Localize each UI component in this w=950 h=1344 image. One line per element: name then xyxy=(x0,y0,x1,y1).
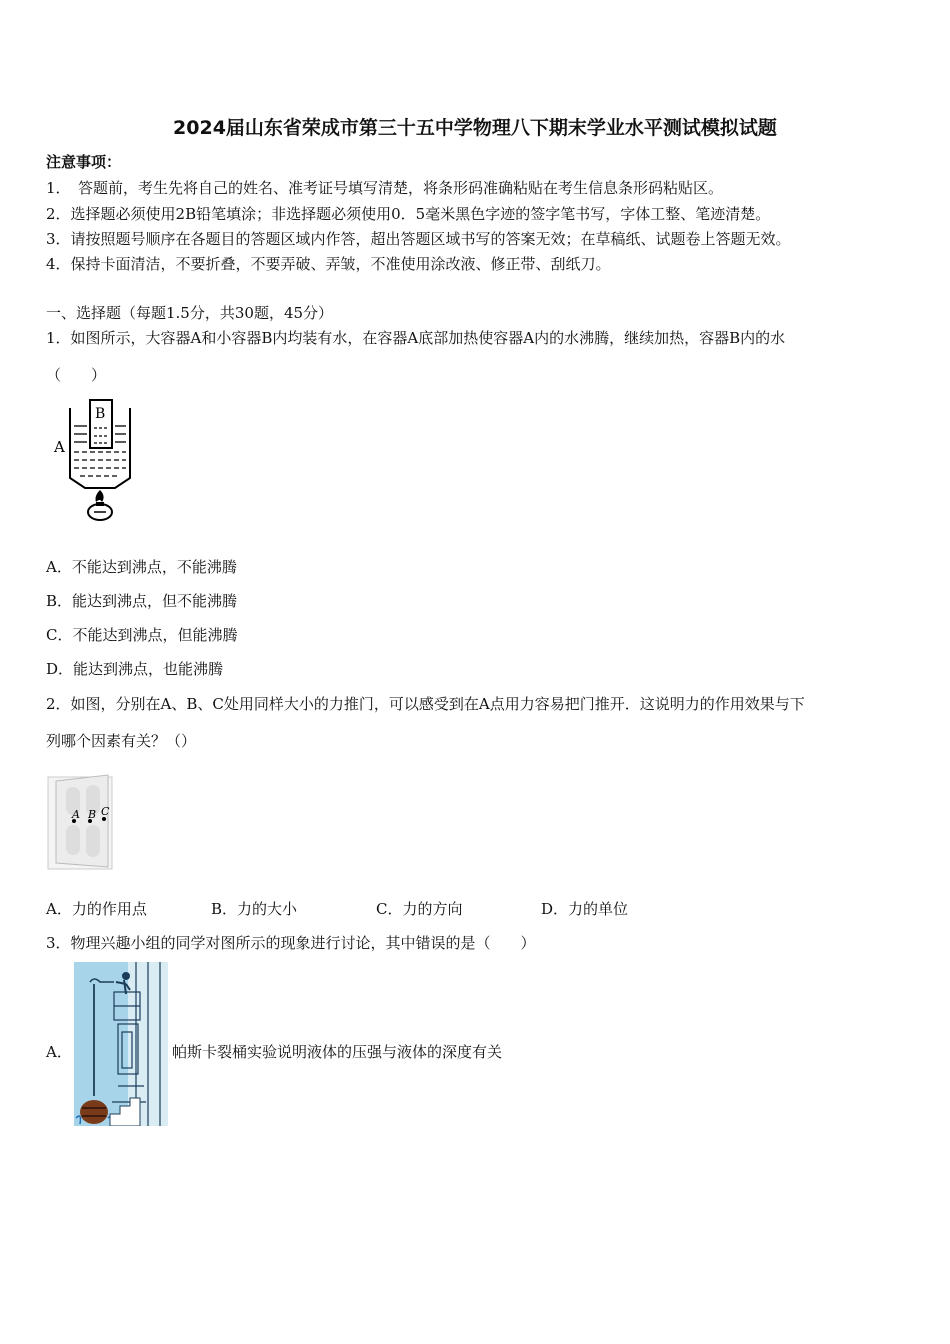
question-2-stem: 2．如图，分别在A、B、C处用同样大小的力推门，可以感受到在A点用力容易把门推开．这说明力的作用效果与下 xyxy=(46,695,805,713)
notice-heading: 注意事项： xyxy=(46,153,122,171)
q1-option-c[interactable]: C．不能达到沸点，但能沸腾 xyxy=(46,626,238,644)
q2-option-b[interactable]: B．力的大小 xyxy=(211,900,298,918)
notice-item: 4．保持卡面清洁，不要折叠，不要弄破、弄皱，不准使用涂改液、修正带、刮纸刀。 xyxy=(46,255,611,273)
notice-item: 1． 答题前，考生先将自己的姓名、准考证号填写清楚，将条形码准确粘贴在考生信息条形码粘贴区。 xyxy=(46,179,724,197)
q1-option-a[interactable]: A．不能达到沸点，不能沸腾 xyxy=(46,558,237,576)
pascal-barrel-figure xyxy=(74,962,168,1126)
q1-option-d[interactable]: D．能达到沸点，也能沸腾 xyxy=(46,660,224,678)
door-label-b: B xyxy=(88,808,97,821)
door-label-c: C xyxy=(101,805,110,818)
q2-option-a[interactable]: A．力的作用点 xyxy=(46,900,147,918)
question-1-blank: （ ） xyxy=(46,366,107,384)
boiling-container-figure xyxy=(50,398,150,528)
door-label-a: A xyxy=(72,808,80,821)
question-2-stem-continued: 列哪个因素有关？（） xyxy=(46,732,197,750)
q2-option-d[interactable]: D．力的单位 xyxy=(541,900,629,918)
question-3-stem: 3．物理兴趣小组的同学对图所示的现象进行讨论，其中错误的是（ ） xyxy=(46,934,536,952)
notice-item: 3．请按照题号顺序在各题目的答题区域内作答，超出答题区域书写的答案无效；在草稿纸、试题卷上答题无效。 xyxy=(46,230,791,248)
label-container-b: B xyxy=(95,406,106,422)
door-figure xyxy=(46,773,116,873)
q3-option-a-text[interactable]: 帕斯卡裂桶实验说明液体的压强与液体的深度有关 xyxy=(172,1043,503,1061)
notice-item: 2．选择题必须使用2B铅笔填涂；非选择题必须使用0．5毫米黑色字迹的签字笔书写，字体工整、笔迹清楚。 xyxy=(46,205,771,223)
q3-option-a-label[interactable]: A． xyxy=(46,1043,72,1061)
label-container-a: A xyxy=(54,438,65,456)
question-1-stem: 1．如图所示，大容器A和小容器B内均装有水，在容器A底部加热使容器A内的水沸腾，继续加热，容器B内的水 xyxy=(46,329,786,347)
q1-option-b[interactable]: B．能达到沸点，但不能沸腾 xyxy=(46,592,238,610)
q2-option-c[interactable]: C．力的方向 xyxy=(376,900,463,918)
page-title: 2024届山东省荣成市第三十五中学物理八下期末学业水平测试模拟试题 xyxy=(173,117,777,139)
section-heading: 一、选择题（每题1.5分，共30题，45分） xyxy=(46,304,334,322)
